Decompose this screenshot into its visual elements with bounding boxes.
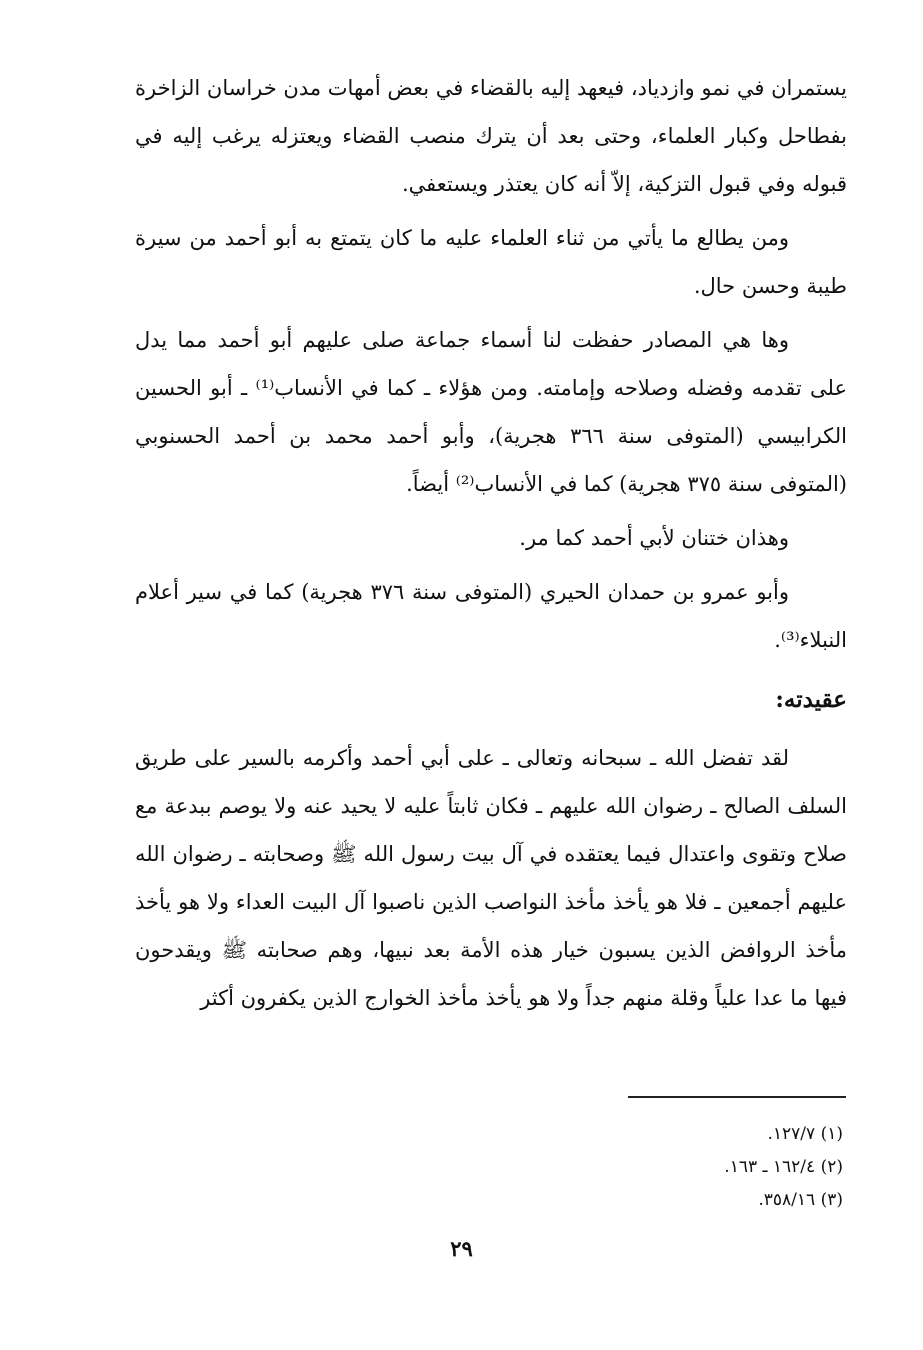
paragraph-3: وها هي المصادر حفظت لنا أسماء جماعة صلى عليهم أبو أحمد مما يدل على تقدمه وفضله وصلاحه وإمامته. ومن هؤلاء ـ كما في الأنساب⁽¹⁾ ـ أبو الحسين الكرابيسي (المتوفى سنة ٣٦٦ هجرية)، وأبو أحمد محمد بن أحمد الحسنوبي (المتوفى سنة ٣٧٥ هجرية) كما في الأنساب⁽²⁾ أيضاً. [135, 328, 847, 496]
footnote-divider [628, 1096, 846, 1098]
footnote-2: (٢) ١٦٢/٤ ـ ١٦٣. [724, 1157, 843, 1177]
footnote-1: (١) ١٢٧/٧. [767, 1124, 843, 1144]
paragraph-5: وأبو عمرو بن حمدان الحيري (المتوفى سنة ٣٧٦ هجرية) كما في سير أعلام النبلاء⁽³⁾. [135, 580, 847, 652]
footnote-3: (٣) ٣٥٨/١٦. [758, 1190, 843, 1210]
paragraph-2: ومن يطالع ما يأتي من ثناء العلماء عليه ما كان يتمتع به أبو أحمد من سيرة طيبة وحسن حال. [135, 226, 847, 298]
section-paragraph: لقد تفضل الله ـ سبحانه وتعالى ـ على أبي أحمد وأكرمه بالسير على طريق السلف الصالح ـ رضوان الله عليهم ـ فكان ثابتاً عليه لا يحيد عنه ولا يوصم ببدعة مع صلاح وتقوى واعتدال فيما يعتقده في آل بيت رسول الله ﷺ وصحابته ـ رضوان الله عليهم أجمعين ـ فلا هو يأخذ مأخذ النواصب الذين ناصبوا آل البيت العداء ولا هو يأخذ مأخذ الروافض الذين يسبون خيار هذه الأمة بعد نبيها، وهم صحابته ﷺ ويقدحون فيها ما عدا علياً وقلة منهم جداً ولا هو يأخذ مأخذ الخوارج الذين يكفرون أكثر [135, 746, 847, 1010]
footnotes [443, 1118, 843, 1217]
paragraph-4: وهذان ختنان لأبي أحمد كما مر. [519, 526, 789, 550]
main-text [135, 64, 847, 1022]
section-heading: عقيدته: [775, 686, 847, 713]
page-number: ٢٩ [450, 1236, 473, 1261]
paragraph-1: يستمران في نمو وازدياد، فيعهد إليه بالقضاء في بعض أمهات مدن خراسان الزاخرة بفطاحل وكبار العلماء، وحتى بعد أن يترك منصب القضاء ويعتزله يرغب إليه في قبوله وفي قبول التزكية، إلاّ أنه كان يعتذر ويستعفي. [135, 76, 847, 196]
